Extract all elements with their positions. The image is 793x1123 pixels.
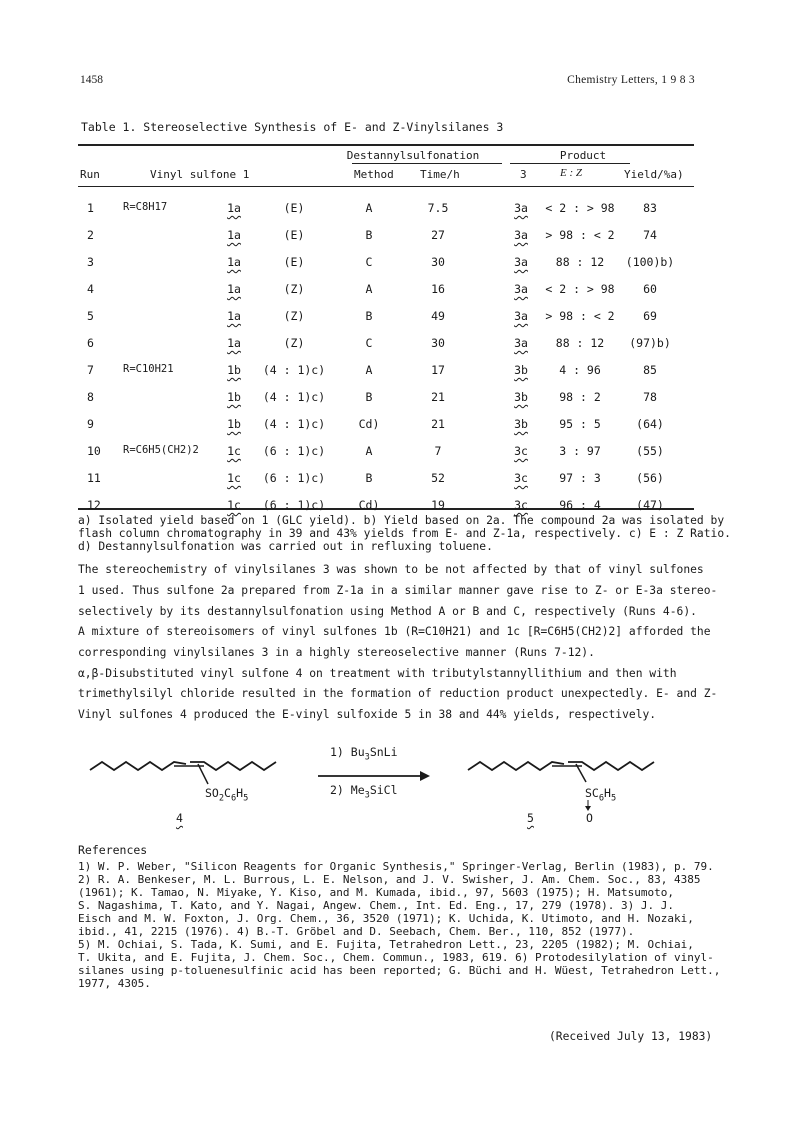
cell-time: 27 [431,228,445,242]
reference-line: silanes using p-toluenesulfinic acid has been reported; G. Büchi and H. Wüest, Tetrahedron Lett., [78,964,721,977]
product-rule [510,163,630,164]
body-line: corresponding vinylsilanes 3 in a highly stereoselective manner (Runs 7-12). [78,646,595,659]
cell-ratio: 3 : 97 [559,444,601,458]
cell-ratio: < 2 : > 98 [545,282,615,296]
cell-ratio: > 98 : < 2 [545,309,615,323]
cell-geometry: (6 : 1)c) [262,444,326,458]
cell-time: 49 [431,309,445,323]
cell-yield: (55) [636,444,664,458]
cell-method: A [365,363,373,377]
cell-yield: (64) [636,417,664,431]
cell-run: 7 [87,363,94,377]
cell-product: 3a [514,255,528,269]
right-chain-a [468,762,564,770]
cell-geometry: (E) [283,255,305,269]
cell-product: 3b [514,363,528,377]
cell-compound: 1a [227,282,241,296]
cell-compound: 1b [227,363,241,377]
cell-method: B [365,309,373,323]
cell-r-group: R=C10H21 [123,363,174,375]
cell-compound: 1c [227,471,241,485]
cell-product: 3a [514,282,528,296]
cell-method: B [365,471,373,485]
references-heading: References [78,843,148,857]
footnote-3: d) Destannylsulfonation was carried out in refluxing toluene. [78,540,493,553]
cell-product: 3a [514,309,528,323]
footnote-2: flash column chromatography in 39 and 43% yields from E- and Z-1a, respectively. c) E : Z Ratio. [78,527,731,540]
table-bottom-rule [78,508,694,510]
cell-geometry: (4 : 1)c) [262,390,326,404]
cell-geometry: (Z) [283,336,305,350]
cell-run: 5 [87,309,94,323]
cell-product: 3a [514,228,528,242]
reference-line: S. Nagashima, T. Kato, and Y. Nagai, Angew. Chem., Int. Ed. Eng., 17, 279 (1978). 3) J. J. [78,899,675,912]
header-time: Time/h [420,168,460,181]
cell-compound: 1a [227,309,241,323]
cell-r-group: R=C6H5(CH2)2 [123,444,199,456]
body-line: The stereochemistry of vinylsilanes 3 was shown to be not affected by that of vinyl sulfones [78,563,704,576]
cell-method: C [365,255,373,269]
cell-time: 7 [434,444,442,458]
cell-yield: (97)b) [629,336,671,350]
header-yield: Yield/%a) [624,168,684,181]
cell-compound: 1b [227,390,241,404]
cell-run: 4 [87,282,94,296]
cell-product: 3b [514,417,528,431]
cell-geometry: (4 : 1)c) [262,417,326,431]
body-line: 1 used. Thus sulfone 2a prepared from Z-1a in a similar manner gave rise to Z- or E-3a stereo- [78,584,718,597]
cell-time: 21 [431,390,445,404]
cell-yield: (47) [636,498,664,512]
cell-time: 52 [431,471,445,485]
cell-ratio: 4 : 96 [559,363,601,377]
cell-product: 3c [514,471,528,485]
received-date: (Received July 13, 1983) [549,1030,713,1043]
journal-title: Chemistry Letters, 1 9 8 3 [567,74,695,86]
header-ez: E : Z [560,167,582,179]
cell-yield: 69 [643,309,657,323]
cell-run: 12 [87,498,101,512]
cell-run: 9 [87,417,94,431]
cell-time: 16 [431,282,445,296]
cell-ratio: 96 : 4 [559,498,601,512]
body-line: α,β-Disubstituted vinyl sulfone 4 on treatment with tributylstannyllithium and then with [78,667,677,680]
header-3: 3 [520,168,527,181]
cell-run: 8 [87,390,94,404]
reaction-scheme [80,740,720,840]
cell-time: 17 [431,363,445,377]
cell-compound: 1a [227,255,241,269]
cell-time: 21 [431,417,445,431]
cell-time: 19 [431,498,445,512]
cell-product: 3b [514,390,528,404]
left-substituent-bond [198,764,208,784]
sulfoxide-oxygen: O [586,811,593,825]
footnote-1: a) Isolated yield based on 1 (GLC yield). b) Yield based on 2a. The compound 2a was isolated by [78,514,725,527]
cell-yield: (100)b) [625,255,675,269]
compound-label-4: 4 [176,811,183,825]
cell-yield: 83 [643,201,657,215]
reference-line: (1961); K. Tamao, N. Miyake, Y. Kiso, and M. Kumada, ibid., 97, 5603 (1975); H. Matsumoto, [78,886,675,899]
reference-line: 5) M. Ochiai, S. Tada, K. Sumi, and E. Fujita, Tetrahedron Lett., 23, 2205 (1982); M. Ochiai, [78,938,694,951]
body-line: trimethylsilyl chloride resulted in the formation of reduction product unexpectedly. E- and Z- [78,687,718,700]
reference-line: T. Ukita, and E. Fujita, J. Chem. Soc., Chem. Commun., 1983, 619. 6) Protodesilylation of vinyl- [78,951,714,964]
cell-method: B [365,390,373,404]
cell-method: A [365,201,373,215]
compound-label-5: 5 [527,811,534,825]
cell-method: Cd) [358,417,380,431]
cell-run: 10 [87,444,101,458]
body-line: Vinyl sulfones 4 produced the E-vinyl sulfoxide 5 in 38 and 44% yields, respectively. [78,708,657,721]
cell-yield: 85 [643,363,657,377]
cell-method: C [365,336,373,350]
cell-method: A [365,444,373,458]
cell-ratio: 98 : 2 [559,390,601,404]
cell-time: 30 [431,336,445,350]
substituent-left: $SO_2C_6H_5$ [205,786,249,804]
cell-time: 7.5 [427,201,449,215]
reference-line: 1) W. P. Weber, "Silicon Reagents for Organic Synthesis," Springer-Verlag, Berlin (1983), p. 79. [78,860,714,873]
header-vinyl: Vinyl sulfone 1 [150,168,250,181]
cell-geometry: (E) [283,228,305,242]
cell-geometry: (6 : 1)c) [262,498,326,512]
reference-line: 2) R. A. Benkeser, M. L. Burrous, L. E. Nelson, and J. V. Swisher, J. Am. Chem. Soc., 83, 4385 [78,873,701,886]
cell-ratio: 88 : 12 [555,336,605,350]
table-title: Table 1. Stereoselective Synthesis of E- and Z-Vinylsilanes 3 [81,120,504,134]
cell-yield: 60 [643,282,657,296]
cell-yield: 78 [643,390,657,404]
page-number: 1458 [80,74,103,86]
header-run: Run [80,168,100,181]
table-header-rule [78,186,694,187]
cell-geometry: (4 : 1)c) [262,363,326,377]
table-top-rule [78,144,694,146]
cell-compound: 1b [227,417,241,431]
header-destannyl: Destannylsulfonation [346,149,480,162]
cell-compound: 1c [227,444,241,458]
cell-ratio: 97 : 3 [559,471,601,485]
cell-product: 3a [514,201,528,215]
cell-ratio: < 2 : > 98 [545,201,615,215]
cell-yield: 74 [643,228,657,242]
cell-geometry: (6 : 1)c) [262,471,326,485]
cell-method: B [365,228,373,242]
cell-method: Cd) [358,498,380,512]
cell-geometry: (E) [283,201,305,215]
header-product: Product [559,149,607,162]
cell-run: 1 [87,201,94,215]
cell-yield: (56) [636,471,664,485]
cell-compound: 1a [227,228,241,242]
cell-run: 11 [87,471,101,485]
reference-line: 1977, 4305. [78,977,151,990]
cell-compound: 1c [227,498,241,512]
cell-ratio: 95 : 5 [559,417,601,431]
reference-line: ibid., 41, 2215 (1976). 4) B.-T. Gröbel and D. Seebach, Chem. Ber., 110, 852 (1977). [78,925,635,938]
cell-product: 3a [514,336,528,350]
cell-product: 3c [514,444,528,458]
cell-geometry: (Z) [283,309,305,323]
cell-run: 2 [87,228,94,242]
substituent-right: $SC_6H_5$ [585,786,617,804]
cell-run: 3 [87,255,94,269]
cell-ratio: 88 : 12 [555,255,605,269]
cell-time: 30 [431,255,445,269]
cell-compound: 1a [227,336,241,350]
body-line: A mixture of stereoisomers of vinyl sulfones 1b (R=C10H21) and 1c [R=C6H5(CH2)2] afforded the [78,625,711,638]
reference-line: Eisch and M. W. Foxton, J. Org. Chem., 36, 3520 (1971); K. Uchida, K. Utimoto, and H. Nozaki, [78,912,694,925]
destannyl-rule [352,163,502,164]
reagent-1: 1) $Bu_3SnLi$ [330,745,398,763]
body-line: selectively by its destannylsulfonation using Method A or B and C, respectively (Runs 4-6). [78,605,697,618]
cell-compound: 1a [227,201,241,215]
cell-geometry: (Z) [283,282,305,296]
cell-r-group: R=C8H17 [123,201,168,213]
cell-run: 6 [87,336,94,350]
reagent-2: 2) $Me_3SiCl$ [330,783,398,801]
arrow-head [420,771,430,781]
header-method: Method [354,168,394,181]
left-chain-a [90,762,186,770]
cell-ratio: > 98 : < 2 [545,228,615,242]
cell-product: 3c [514,498,528,512]
cell-method: A [365,282,373,296]
